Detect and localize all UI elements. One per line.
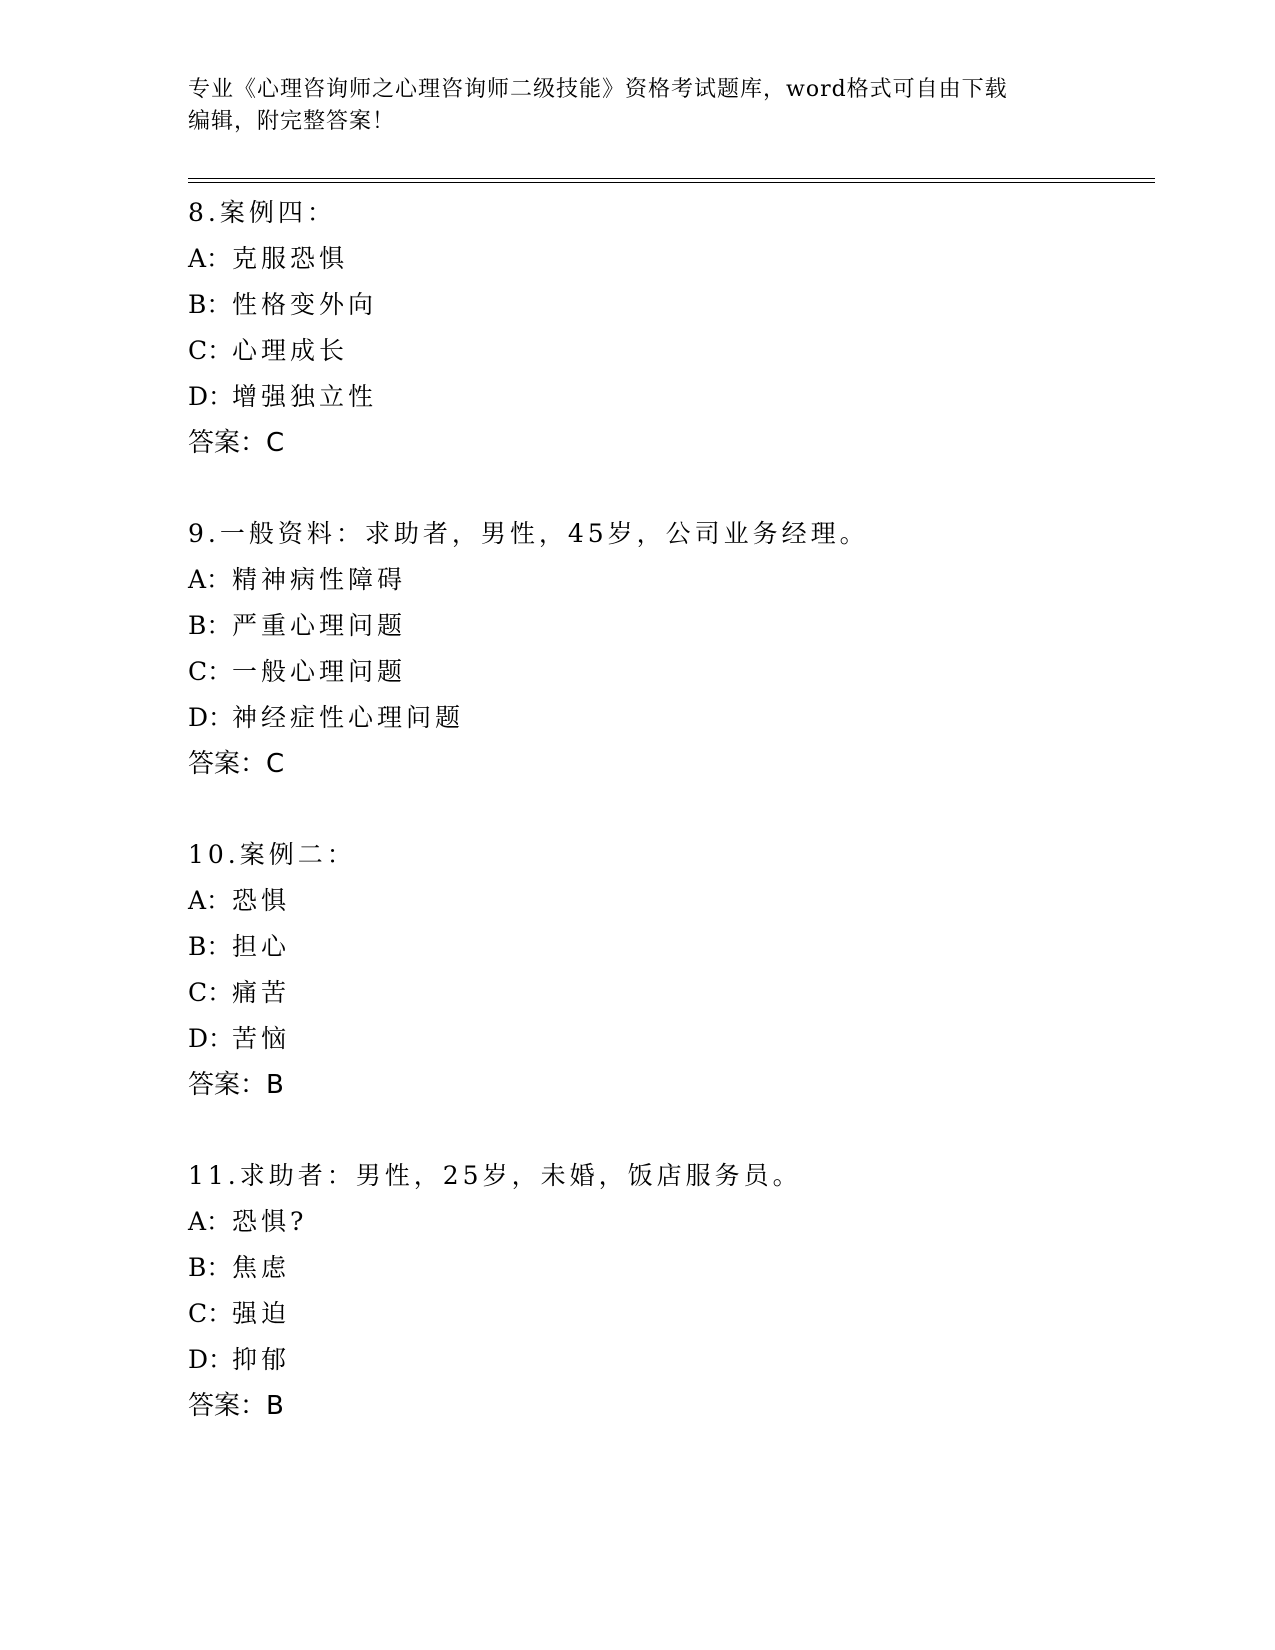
option-b	[188, 282, 1148, 328]
option-d	[188, 1016, 1148, 1062]
option-letter: A：	[188, 244, 232, 273]
option-text: 严重心理问题	[232, 611, 407, 640]
question-title: 9.一般资料：求助者，男性，45岁，公司业务经理。	[188, 519, 869, 548]
option-a	[188, 236, 1148, 282]
document-header	[188, 74, 1088, 138]
option-letter: A：	[188, 565, 232, 594]
option-letter: A：	[188, 1207, 232, 1236]
answer-line: 答案：B	[188, 1391, 284, 1421]
option-text: 心理成长	[232, 336, 349, 365]
option-b	[188, 603, 1148, 649]
option-d	[188, 374, 1148, 420]
option-letter: C：	[188, 1299, 233, 1328]
option-text: 恐惧	[232, 886, 291, 915]
option-c	[188, 970, 1148, 1016]
option-text: 性格变外向	[232, 290, 378, 319]
option-letter: B：	[188, 1253, 232, 1282]
option-b	[188, 924, 1148, 970]
answer-line: 答案：C	[188, 749, 285, 779]
option-text: 增强独立性	[232, 382, 378, 411]
header-line-1: 专业《心理咨询师之心理咨询师二级技能》资格考试题库，word格式可自由下载	[188, 77, 1008, 102]
option-d	[188, 695, 1148, 741]
option-letter: D：	[188, 703, 234, 732]
option-a	[188, 557, 1148, 603]
option-c	[188, 1291, 1148, 1337]
option-text: 痛苦	[232, 978, 291, 1007]
option-text: 神经症性心理问题	[232, 703, 465, 732]
question-title: 8.案例四：	[188, 198, 336, 227]
question-title: 10.案例二：	[188, 840, 356, 869]
option-text: 强迫	[232, 1299, 291, 1328]
option-text: 焦虑	[232, 1253, 291, 1282]
option-text: 克服恐惧	[232, 244, 349, 273]
option-letter: C：	[188, 657, 233, 686]
option-letter: C：	[188, 978, 233, 1007]
option-text: 一般心理问题	[232, 657, 407, 686]
header-divider-top	[188, 178, 1155, 179]
option-text: 担心	[232, 932, 291, 961]
option-letter: B：	[188, 290, 232, 319]
answer-line: 答案：B	[188, 1070, 284, 1100]
header-line-2: 编辑，附完整答案！	[188, 109, 396, 134]
option-text: 抑郁	[232, 1345, 291, 1374]
option-a	[188, 878, 1148, 924]
option-letter: A：	[188, 886, 232, 915]
question-title: 11.求助者：男性，25岁，未婚，饭店服务员。	[188, 1161, 802, 1190]
option-c	[188, 328, 1148, 374]
answer-line: 答案：C	[188, 428, 285, 458]
option-text: 恐惧?	[232, 1207, 308, 1236]
option-text: 苦恼	[232, 1024, 291, 1053]
option-a	[188, 1199, 1148, 1245]
option-letter: C：	[188, 336, 233, 365]
question-9	[188, 511, 1148, 787]
question-10	[188, 832, 1148, 1108]
option-letter: D：	[188, 382, 234, 411]
header-divider-bottom	[188, 182, 1155, 183]
option-letter: D：	[188, 1345, 234, 1374]
question-8	[188, 190, 1148, 466]
option-text: 精神病性障碍	[232, 565, 407, 594]
option-letter: D：	[188, 1024, 234, 1053]
question-11	[188, 1153, 1148, 1429]
option-b	[188, 1245, 1148, 1291]
question-list	[188, 190, 1148, 1474]
option-c	[188, 649, 1148, 695]
option-d	[188, 1337, 1148, 1383]
option-letter: B：	[188, 611, 232, 640]
option-letter: B：	[188, 932, 232, 961]
